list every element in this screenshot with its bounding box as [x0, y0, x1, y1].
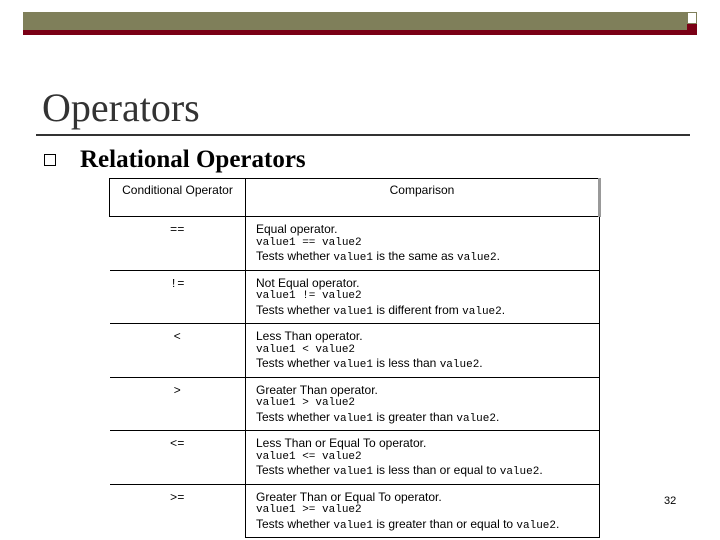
tests-prefix: Tests whether — [256, 409, 334, 424]
operator-description — [246, 484, 600, 538]
operator-tests-line — [256, 411, 593, 427]
operator-expression: value1 >= value2 — [256, 504, 362, 516]
tests-var2: value2 — [456, 412, 496, 425]
tests-var2: value2 — [516, 519, 557, 532]
operator-name-line — [256, 491, 593, 505]
operator-tests-line — [256, 357, 593, 373]
table-row — [110, 431, 600, 485]
operator-name: Less Than or Equal To — [256, 436, 376, 450]
tests-var1: value1 — [333, 305, 373, 318]
tests-mid: is less than or equal to — [372, 463, 500, 477]
banner-corner-box-red — [687, 24, 697, 35]
header-comparison: Comparison — [246, 179, 600, 217]
operator-tests-line — [256, 304, 593, 320]
operator-tests-line — [256, 250, 593, 266]
tests-prefix: Tests whether — [256, 516, 334, 531]
operator-description — [246, 217, 600, 271]
tests-end: . — [556, 516, 560, 531]
table-row — [110, 377, 600, 431]
operator-name-suffix: operator. — [308, 275, 360, 290]
tests-var2: value2 — [462, 305, 502, 318]
slide-title: Operators — [42, 85, 200, 130]
table-row — [110, 484, 600, 538]
operator-name: Greater Than — [256, 382, 328, 397]
tests-prefix: Tests whether — [256, 249, 334, 263]
tests-var1: value1 — [333, 359, 373, 371]
table-row — [110, 324, 600, 378]
operator-name-line — [256, 277, 593, 291]
tests-prefix: Tests whether — [256, 463, 334, 477]
tests-end: . — [479, 356, 483, 370]
tests-mid: is less than — [372, 356, 440, 370]
tests-end: . — [539, 463, 543, 477]
operator-expression: value1 != value2 — [256, 290, 362, 302]
operator-symbol: > — [110, 377, 246, 431]
top-banner — [23, 12, 695, 36]
tests-mid: is different from — [372, 302, 463, 317]
operator-name-suffix: operator. — [311, 329, 363, 343]
operators-table — [109, 178, 601, 538]
operator-tests-line — [256, 464, 593, 480]
operator-tests-line — [256, 518, 593, 534]
operator-name-suffix: operator. — [286, 222, 338, 236]
operator-symbol: >= — [110, 484, 246, 538]
tests-end: . — [501, 302, 506, 317]
tests-var2: value2 — [439, 359, 480, 371]
tests-prefix: Tests whether — [256, 356, 334, 370]
table-header-row — [110, 179, 600, 217]
tests-mid: is greater than — [372, 409, 457, 424]
tests-end: . — [496, 249, 500, 263]
operator-name-line — [256, 384, 593, 398]
operator-name-suffix: operator. — [327, 382, 378, 397]
operator-description — [246, 324, 600, 378]
operator-name: Equal — [256, 222, 287, 236]
tests-var1: value1 — [333, 466, 373, 478]
tests-var2: value2 — [457, 252, 497, 264]
operator-symbol: != — [110, 270, 246, 324]
operator-name-suffix: operator. — [390, 489, 442, 504]
operator-name: Not Equal — [256, 275, 309, 290]
header-conditional-operator: Conditional Operator — [110, 179, 246, 217]
slide-subtitle: Relational Operators — [80, 146, 306, 173]
operator-description — [246, 431, 600, 485]
table-row — [110, 217, 600, 271]
tests-end: . — [495, 409, 500, 424]
operator-name-line — [256, 330, 593, 344]
operator-expression: value1 == value2 — [256, 236, 362, 249]
operator-expression: value1 < value2 — [256, 343, 356, 356]
operator-name-suffix: operator. — [375, 436, 427, 450]
banner-red-stripe — [23, 30, 695, 35]
banner-olive-stripe — [23, 12, 695, 30]
tests-var1: value1 — [333, 519, 373, 532]
operator-symbol: <= — [110, 431, 246, 485]
tests-var1: value1 — [333, 252, 373, 264]
operator-name: Greater Than or Equal To — [256, 489, 391, 504]
banner-corner-box — [687, 12, 697, 24]
tests-mid: is the same as — [372, 249, 458, 263]
operator-expression: value1 <= value2 — [256, 450, 362, 463]
page-number: 32 — [664, 495, 677, 507]
operator-description — [246, 377, 600, 431]
operator-description — [246, 270, 600, 324]
tests-var1: value1 — [333, 412, 373, 425]
operator-symbol: == — [110, 217, 246, 271]
title-divider — [36, 134, 690, 136]
tests-var2: value2 — [499, 466, 540, 478]
operator-name: Less Than — [256, 329, 312, 343]
bullet-square-icon — [44, 154, 56, 166]
operator-expression: value1 > value2 — [256, 397, 356, 409]
operator-name-line — [256, 223, 593, 237]
table-row — [110, 270, 600, 324]
operator-symbol: < — [110, 324, 246, 378]
operator-name-line — [256, 437, 593, 451]
tests-prefix: Tests whether — [256, 302, 334, 317]
tests-mid: is greater than or equal to — [372, 516, 517, 531]
